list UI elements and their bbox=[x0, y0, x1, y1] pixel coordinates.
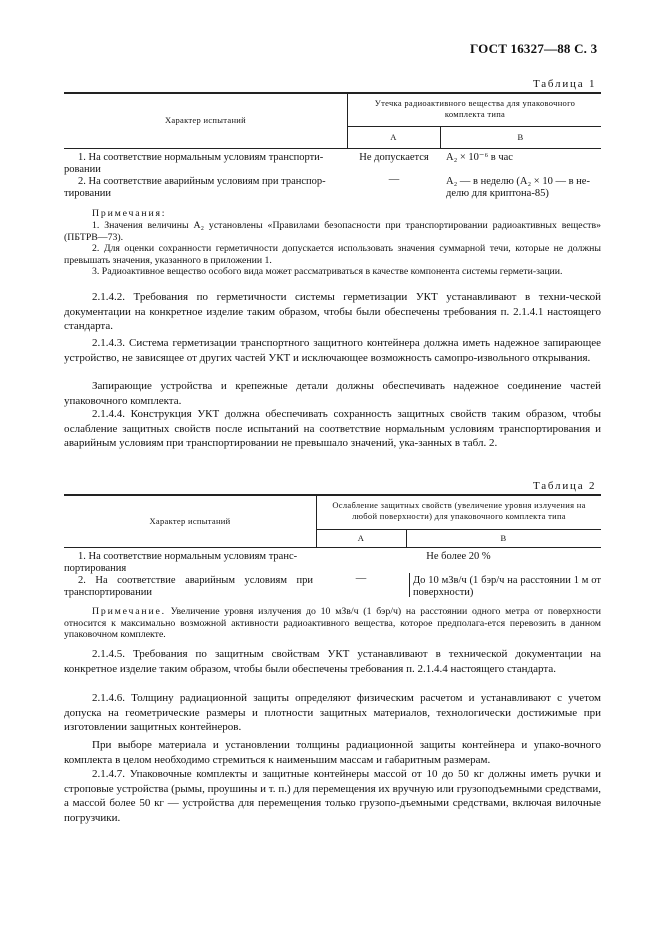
table1-header-group: Утечка радиоактивного вещества для упаковочного комплекта типа bbox=[374, 98, 576, 119]
table1-header-char: Характер испытаний bbox=[164, 115, 247, 125]
notes1-item: 1. Значения величины A₂ установлены «Правилами безопасности при транспортировании радиоактивных веществ» (ПБТРВ—73). bbox=[64, 220, 601, 243]
paragraph: 2.1.4.2. Требования по герметичности системы герметизации УКТ устанавливают в техни-ческой документации на конкретное изделие таким образом, чтобы были обеспечены требования п. 2.1.4.1 настоящего стандарта. bbox=[64, 291, 601, 332]
table1-row1-a: Не допускается bbox=[359, 152, 429, 163]
paragraph: 2.1.4.3. Система герметизации транспортного защитного контейнера должна иметь надежное запирающее устройство, не зависящее от других частей УКТ и исключающее возможность самопро-извольного открывания. bbox=[64, 337, 601, 364]
paragraph: При выборе материала и установлении толщины радиационной защиты контейнера и упако-вочного комплекта в целом необходимо стремиться к наименьшим массам и габаритным размерам. bbox=[64, 739, 601, 766]
table2-row1-ab: Не более 20 % bbox=[426, 551, 491, 562]
note2 bbox=[64, 606, 601, 641]
table2-row1-char: 1. На соответствие нормальным условиям транс-портирования bbox=[64, 551, 298, 574]
table1-header-a: А bbox=[390, 132, 397, 142]
page-header: ГОСТ 16327—88 С. 3 bbox=[470, 41, 598, 56]
paragraph: 2.1.4.6. Толщину радиационной защиты определяют физическим расчетом и устанавливают с учетом допуска на геометрические размеры и плотности защитных материалов, технологически достижимые при изготовлении защитных контейнеров. bbox=[64, 692, 601, 733]
note2-text: Увеличение уровня излучения до 10 мЗв/ч (1 бэр/ч) на расстоянии одного метра от поверхности относится к максимально возможной активности радиоактивного вещества, которое предполага-ется перевозить в данном упаковочном комплекте. bbox=[64, 606, 601, 640]
table1-row1-char: 1. На соответствие нормальным условиям транспорти-ровании bbox=[64, 152, 324, 175]
table1-row1-b: A₂ × 10⁻⁶ в час bbox=[446, 152, 513, 163]
note2-title: Примечание. bbox=[92, 606, 166, 617]
paragraph: Запирающие устройства и крепежные детали должны обеспечивать надежное соединение частей упаковочного комплекта. bbox=[64, 380, 601, 407]
notes1-item: 2. Для оценки сохранности герметичности допускается использовать значения суммарной течи, которые не должны превышать значения, указанного в приложении 1. bbox=[64, 243, 601, 266]
table1-row2-a: — bbox=[388, 174, 400, 185]
table2-row2-char: 2. На соответствие аварийным условиям при транспортировании bbox=[64, 575, 313, 598]
table2-caption: Таблица 2 bbox=[533, 480, 597, 492]
table2-header-char: Характер испытаний bbox=[149, 516, 231, 526]
table2-header-group: Ослабление защитных свойств (увеличение уровня излучения на любой поверхности) для упаковочного комплекта типа bbox=[332, 500, 586, 521]
table2-row2-a: — bbox=[355, 573, 367, 584]
table2-row2-b: До 10 мЗв/ч (1 бэр/ч на расстоянии 1 м от поверхности) bbox=[413, 575, 601, 598]
paragraph: 2.1.4.7. Упаковочные комплекты и защитные контейнеры массой от 10 до 50 кг должны иметь ручки и строповые устройства (рымы, проушины и т. п.) для перемещения их вручную или грузоподъемными средствами, а массой более 50 кг — устройства для перемещения только грузопо-дъемными средствами, включая вилочные погрузчики. bbox=[64, 768, 601, 824]
notes1-title: Примечания: bbox=[92, 208, 167, 219]
paragraph: 2.1.4.5. Требования по защитным свойствам УКТ устанавливают в технической документации на конкретное изделие таким образом, чтобы были обеспечены требования п. 2.1.4.4 настоящего стандарта. bbox=[64, 648, 601, 675]
table2-header-b: В bbox=[500, 533, 507, 543]
table1-caption: Таблица 1 bbox=[533, 78, 597, 90]
table1-row2-char: 2. На соответствие аварийным условиям при транспор-тировании bbox=[64, 176, 326, 199]
table1-header-b: В bbox=[517, 132, 524, 142]
table2-header-a: А bbox=[357, 533, 365, 543]
table1-row2-b: A₂ — в неделю (A₂ × 10 — в не-делю для криптона-85) bbox=[446, 176, 590, 199]
paragraph: 2.1.4.4. Конструкция УКТ должна обеспечивать сохранность защитных свойств таким образом, чтобы ослабление защитных свойств после испытаний на соответствие нормальным условиям транспортирования и аварийным условиям при транспортировании не превышало значений, ука-занных в табл. 2. bbox=[64, 408, 601, 449]
notes1-item: 3. Радиоактивное вещество особого вида может рассматриваться в качестве компонента системы гермети-зации. bbox=[92, 266, 563, 277]
